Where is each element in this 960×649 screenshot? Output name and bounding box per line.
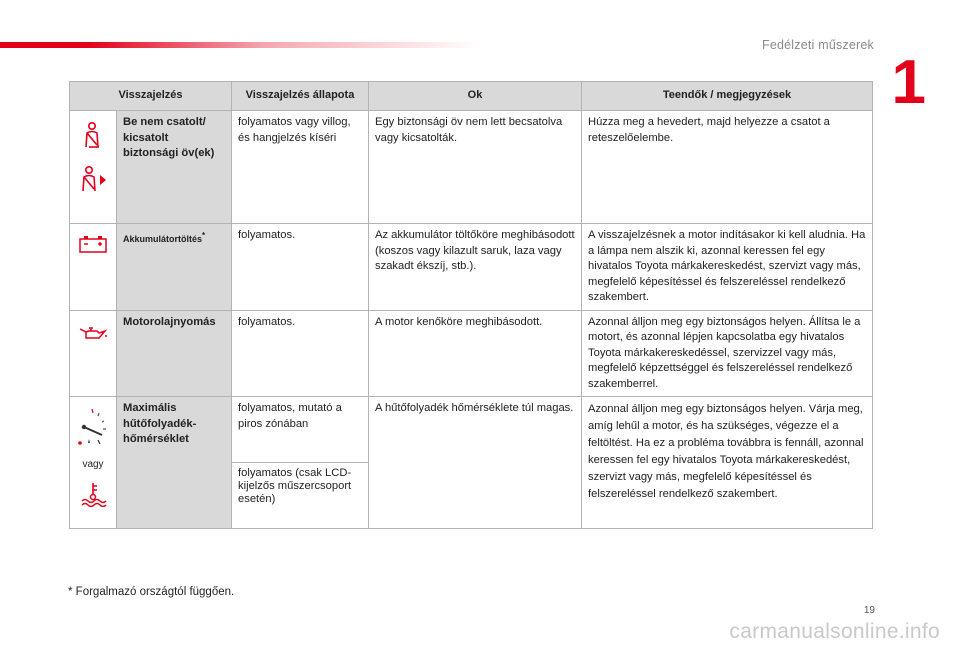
- column-header-indicator: Visszajelzés: [70, 82, 232, 111]
- indicator-cause: A motor kenőköre meghibásodott.: [369, 310, 582, 397]
- page-number: 19: [863, 605, 875, 616]
- indicator-cause: Az akkumulátor töltőköre meghibásodott (koszos vagy kilazult saruk, laza vagy szakadt ékszíj, stb.).: [369, 224, 582, 311]
- temperature-gauge-icon: [76, 405, 110, 451]
- table-row: [70, 111, 873, 224]
- column-header-cause: Ok: [369, 82, 582, 111]
- oil-can-icon: [77, 323, 109, 341]
- indicator-state: folyamatos vagy villog, és hangjelzés kíséri: [232, 111, 369, 224]
- footnote-marker: *: [202, 231, 206, 240]
- column-header-state: Visszajelzés állapota: [232, 82, 369, 111]
- indicator-action: Azonnal álljon meg egy biztonságos helyen. Állítsa le a motort, és azonnal lépjen kapcsolatba egy hivatalos Toyota márkakereskedéssel, szervizzel vagy más, megfelelő képzettséggel és felszereléssel rendelkező szakemberrel.: [582, 310, 873, 397]
- indicator-action: Azonnal álljon meg egy biztonságos helyen. Várja meg, amíg lehűl a motor, és ha szükséges, végezze el a feltöltést. Ha ez a probléma továbbra is fennáll, azonnal keressen fel egy hivatalos Toyota márkakereskedést, szervizt vagy más, megfelelő képesítéssel és felszereléssel rendelkező szakembert.: [582, 397, 873, 529]
- indicator-state: folyamatos.: [232, 224, 369, 311]
- seatbelt-warning-icon: [80, 121, 106, 151]
- indicator-state-lcd: folyamatos (csak LCD-kijelzős műszercsoport esetén): [232, 463, 369, 529]
- table-row: [70, 397, 873, 463]
- footnote: * Forgalmazó országtól függően.: [68, 586, 235, 598]
- indicator-cause: A hűtőfolyadék hőmérséklete túl magas.: [369, 397, 582, 529]
- coolant-temperature-icon: [79, 481, 107, 507]
- indicator-name: Motorolajnyomás: [117, 310, 232, 397]
- indicator-cause: Egy biztonsági öv nem lett becsatolva vagy kicsatolták.: [369, 111, 582, 224]
- indicator-action: A visszajelzésnek a motor indításakor ki kell aludnia. Ha a lámpa nem alszik ki, azonnal keressen fel egy hivatalos Toyota márkakereskedést, szervizt vagy más, megfelelő képesítéssel és felszereléssel rendelkező szakembert.: [582, 224, 873, 311]
- indicator-name: [117, 224, 232, 311]
- table-row: [70, 310, 873, 397]
- indicator-action: Húzza meg a hevedert, majd helyezze a csatot a reteszelőelembe.: [582, 111, 873, 224]
- column-header-action: Teendők / megjegyzések: [582, 82, 873, 111]
- red-accent-bar: [0, 42, 480, 48]
- or-label: vagy: [82, 459, 104, 470]
- indicator-state: folyamatos.: [232, 310, 369, 397]
- section-title: Fedélzeti műszerek: [762, 38, 874, 52]
- indicator-name-text: Akkumulátortöltés: [123, 234, 203, 244]
- battery-icon: [78, 234, 108, 254]
- indicator-name: Maximális hűtőfolyadék-hőmérséklet: [117, 397, 232, 529]
- watermark: carmanualsonline.info: [729, 620, 940, 643]
- warning-lights-table: [69, 81, 873, 529]
- chapter-number: 1: [891, 48, 926, 117]
- table-header-row: [70, 82, 873, 111]
- icon-cell: [70, 397, 117, 529]
- seatbelt-warning-arrow-icon: [78, 165, 108, 195]
- indicator-name: Be nem csatolt/ kicsatolt biztonsági öv(ek): [117, 111, 232, 224]
- icon-cell: [70, 111, 117, 224]
- indicator-state: folyamatos, mutató a piros zónában: [232, 397, 369, 463]
- icon-cell: [70, 310, 117, 397]
- table-row: [70, 224, 873, 311]
- icon-cell: [70, 224, 117, 311]
